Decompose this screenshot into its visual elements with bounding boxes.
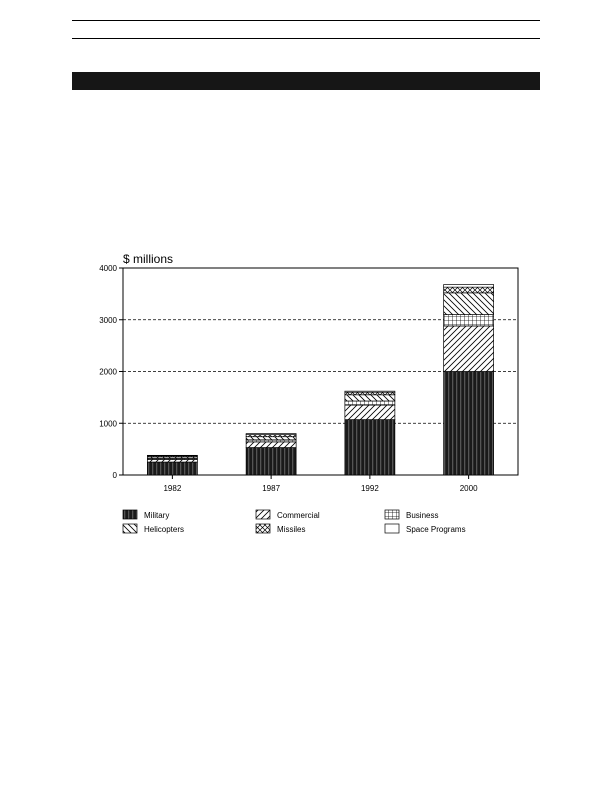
legend-label: Business — [406, 511, 439, 520]
bar-segment-business — [345, 401, 395, 405]
legend-swatch-commercial — [256, 510, 270, 519]
x-tick-label: 1982 — [163, 484, 182, 493]
legend-swatch-military — [123, 510, 137, 519]
bar-segment-helicopters — [345, 395, 395, 401]
x-tick-label: 1987 — [262, 484, 281, 493]
legend-swatch-helicopters — [123, 524, 137, 533]
y-tick-label: 2000 — [99, 367, 117, 377]
bar-segment-space-programs — [246, 434, 296, 435]
bar-segment-helicopters — [246, 437, 296, 440]
bar-segment-military — [345, 420, 395, 475]
legend-label: Missiles — [277, 525, 306, 534]
y-tick-label: 4000 — [99, 264, 117, 273]
legend-swatch-business — [385, 510, 399, 519]
bar-segment-military — [444, 372, 494, 476]
y-axis-unit-label: $ millions — [123, 252, 174, 266]
bar-segment-commercial — [147, 459, 197, 462]
bar-segment-space-programs — [444, 285, 494, 288]
bar-segment-military — [147, 462, 197, 475]
bar-segment-missiles — [444, 287, 494, 293]
bar-segment-commercial — [345, 405, 395, 419]
legend-label: Space Programs — [406, 525, 466, 534]
bar-segment-space-programs — [147, 455, 197, 456]
legend-label: Commercial — [277, 511, 320, 520]
legend-swatch-space-programs — [385, 524, 399, 533]
bar-segment-commercial — [444, 326, 494, 372]
y-tick-label: 1000 — [99, 419, 117, 429]
bar-segment-military — [246, 448, 296, 475]
x-tick-label: 1992 — [360, 484, 379, 493]
y-tick-label: 0 — [112, 471, 117, 480]
legend-label: Military — [144, 511, 170, 520]
bar-segment-space-programs — [345, 391, 395, 392]
bar-segment-business — [444, 315, 494, 326]
x-tick-label: 2000 — [459, 484, 478, 493]
bar-segment-helicopters — [444, 293, 494, 315]
legend-label: Helicopters — [144, 525, 185, 534]
bar-segment-commercial — [246, 442, 296, 448]
y-tick-label: 3000 — [99, 315, 117, 325]
bar-segment-missiles — [345, 392, 395, 395]
legend-swatch-missiles — [256, 524, 270, 533]
